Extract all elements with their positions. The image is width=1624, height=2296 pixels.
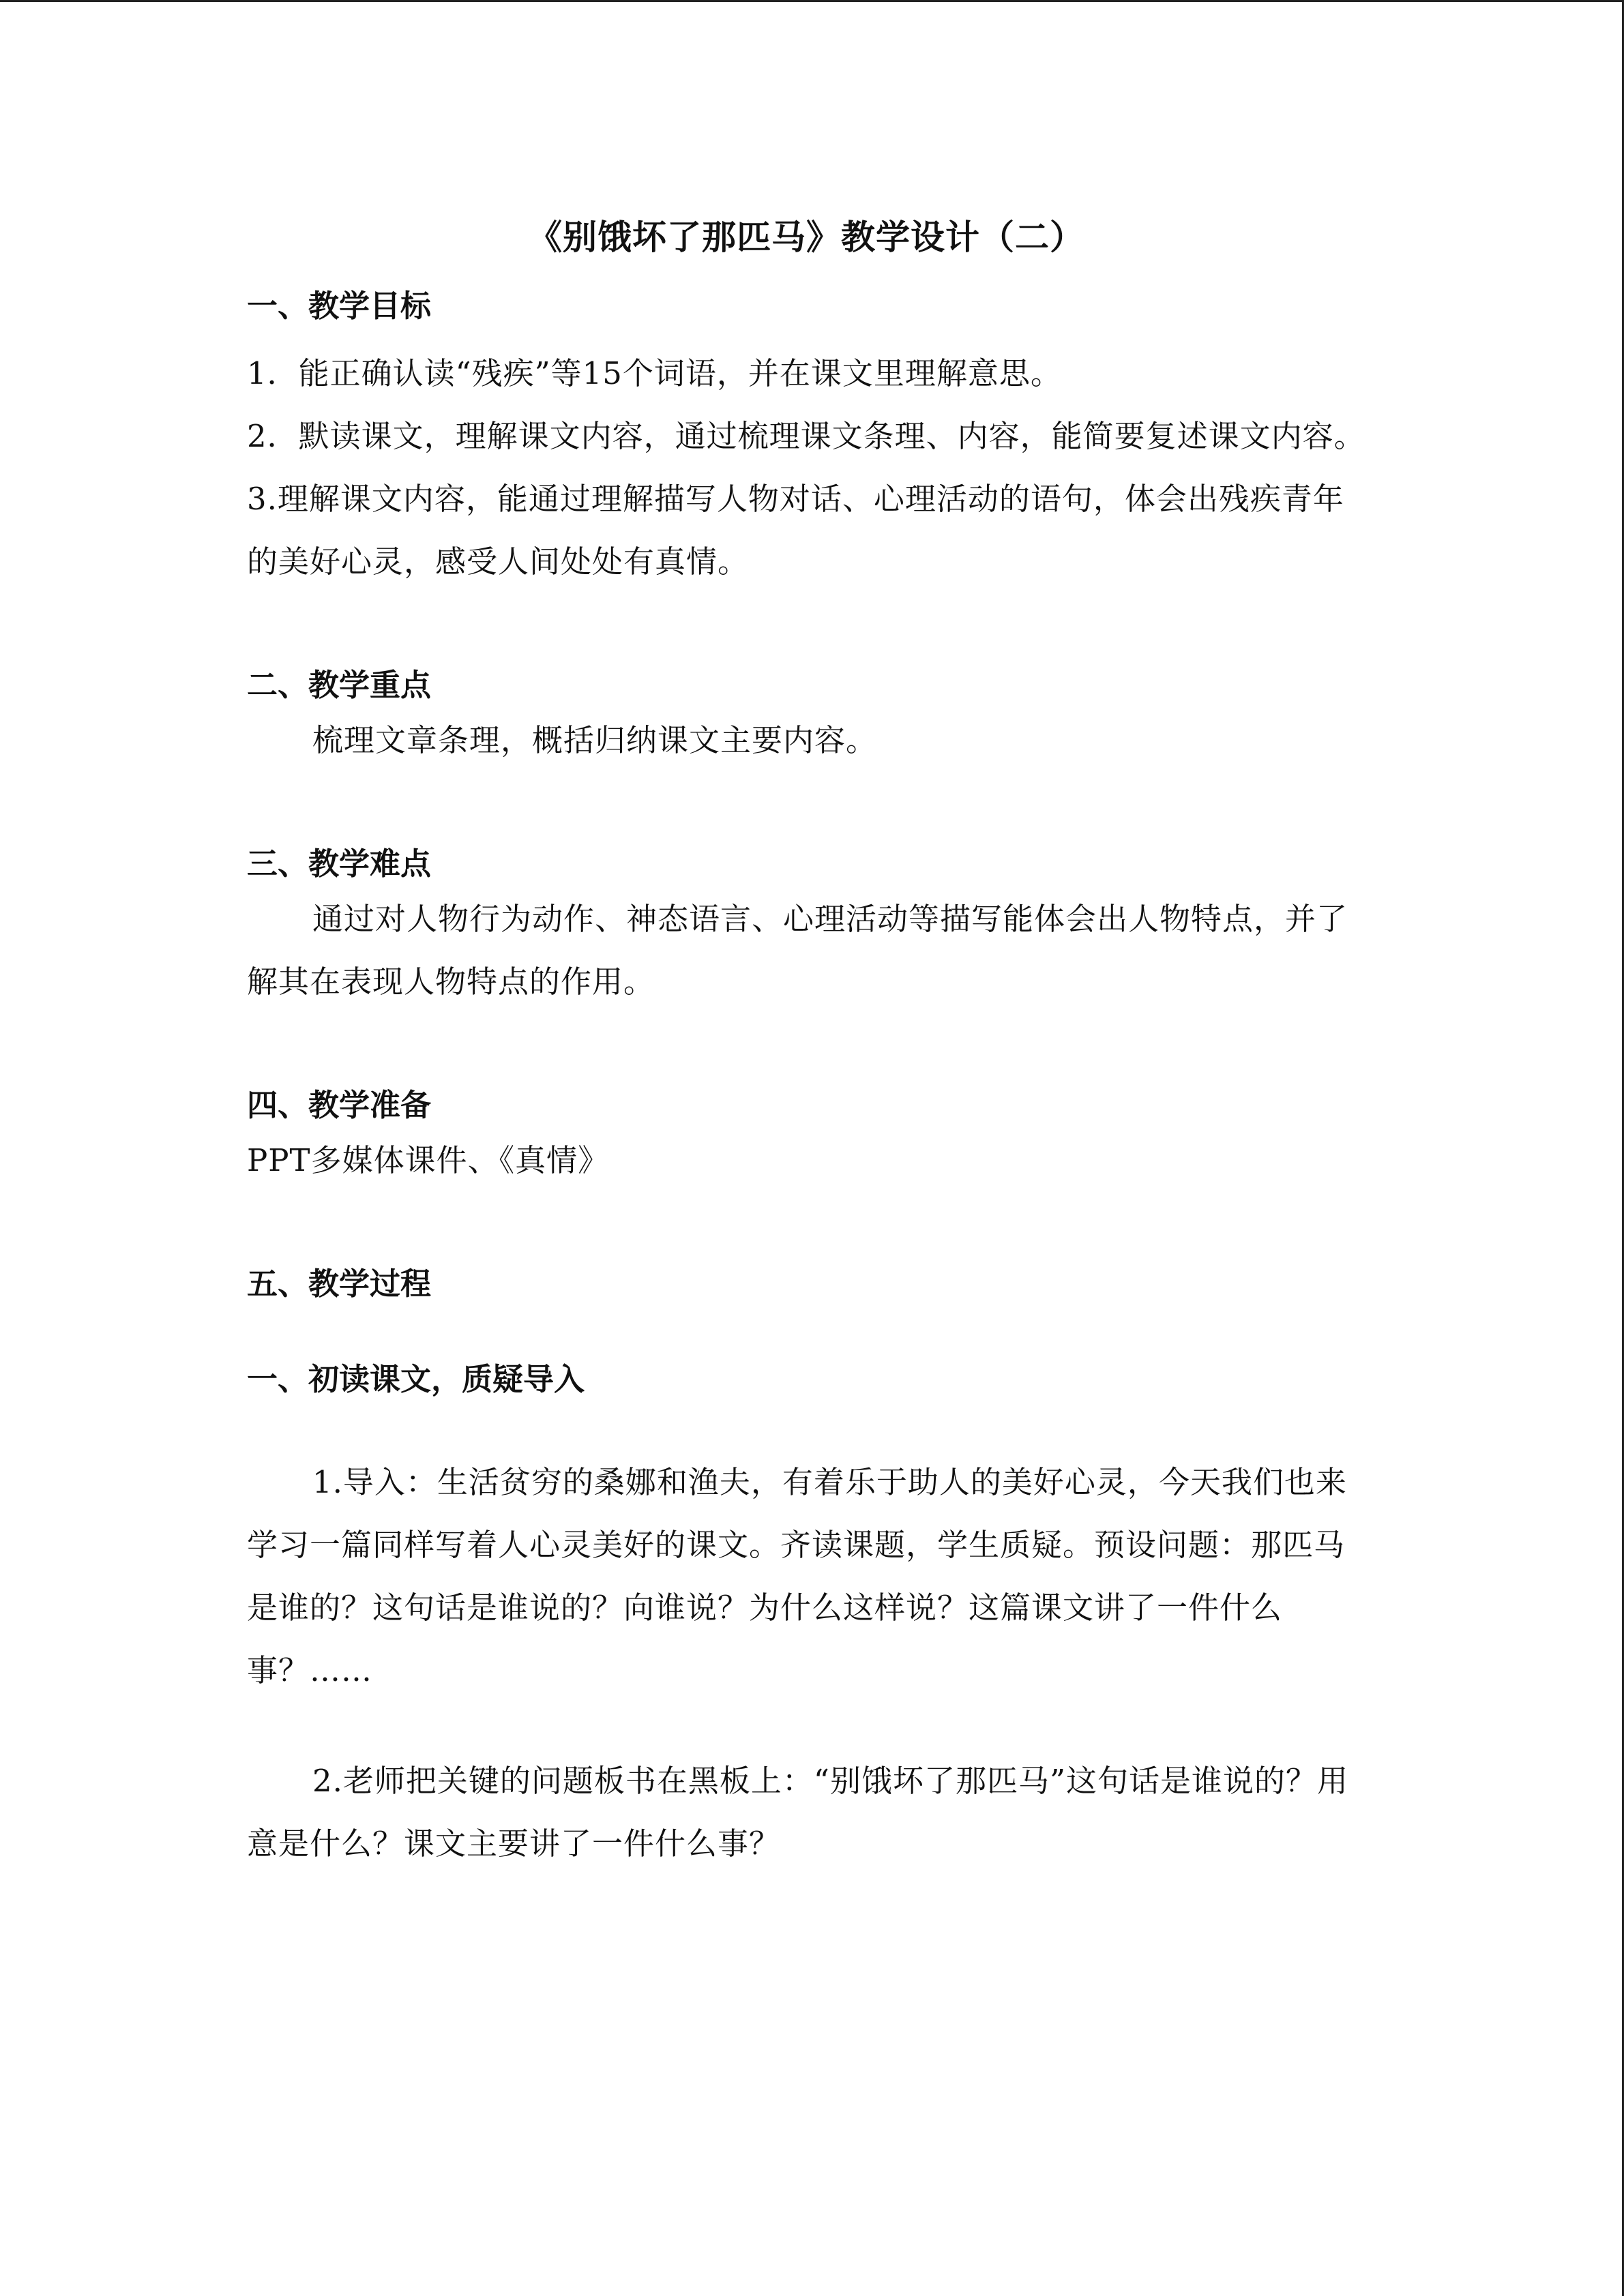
spacer (247, 772, 1365, 840)
spacer (247, 270, 1365, 282)
process-step: 1.导入：生活贫穷的桑娜和渔夫，有着乐于助人的美好心灵，今天我们也来学习一篇同样写着人心灵美好的课文。齐读课题，学生质疑。预设问题：那匹马是谁的？这句话是谁说的？向谁说？为什么这样说？这篇课文讲了一件什么事？…… (247, 1464, 1347, 1688)
preparation-text: PPT多媒体课件、《真情》 (247, 1142, 610, 1178)
section-heading-process: 五、教学过程 (247, 1266, 432, 1302)
section-heading-key-points: 二、教学重点 (247, 667, 432, 703)
spacer (247, 1192, 1365, 1260)
spacer (247, 1308, 1365, 1356)
spacer (247, 330, 1365, 342)
goal-item: 3.理解课文内容，能通过理解描写人物对话、心理活动的语句，体会出残疾青年的美好心灵，感受人间处处有真情。 (247, 481, 1344, 580)
document-page (247, 205, 1365, 1875)
document-title: 《别饿坏了那匹马》教学设计（二） (528, 218, 1084, 257)
page-top-border (0, 0, 1624, 2)
key-points-text: 梳理文章条理，概括归纳课文主要内容。 (312, 722, 878, 758)
section-heading-difficulties: 三、教学难点 (247, 846, 432, 882)
spacer (247, 1403, 1365, 1451)
section-heading-goals: 一、教学目标 (247, 288, 432, 324)
goal-item: 2．默读课文，理解课文内容，通过梳理课文条理、内容，能简要复述课文内容。 (247, 418, 1365, 454)
process-sub-heading: 一、初读课文，质疑导入 (247, 1361, 585, 1397)
difficulties-text: 通过对人物行为动作、神态语言、心理活动等描写能体会出人物特点，并了解其在表现人物特点的作用。 (247, 901, 1348, 1000)
goal-item: 1．能正确认读“残疾”等15个词语，并在课文里理解意思。 (247, 355, 1062, 391)
spacer (247, 1013, 1365, 1082)
spacer (247, 1702, 1365, 1750)
section-heading-preparation: 四、教学准备 (247, 1087, 432, 1123)
spacer (247, 593, 1365, 661)
process-step: 2.老师把关键的问题板书在黑板上：“别饿坏了那匹马”这句话是谁说的？用意是什么？课文主要讲了一件什么事？ (247, 1763, 1348, 1862)
